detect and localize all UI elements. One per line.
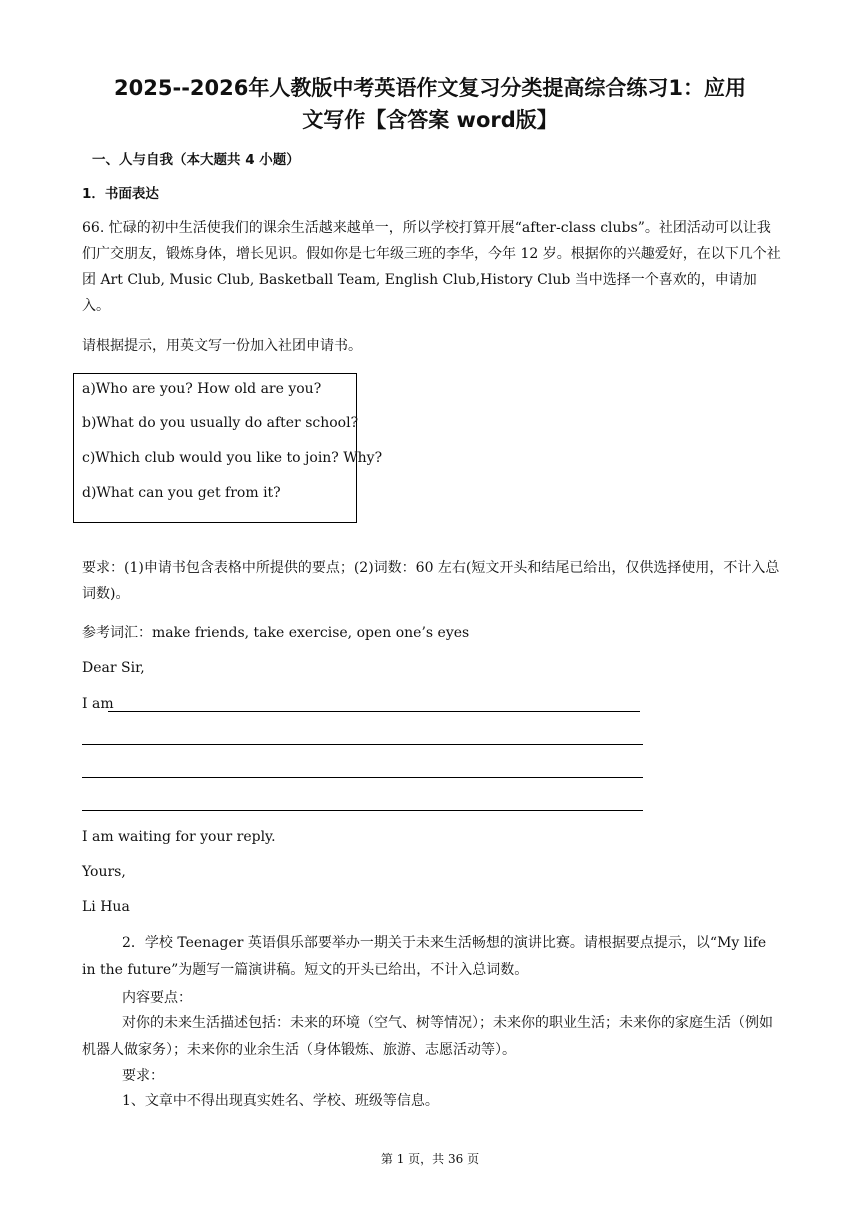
writing-line [108, 711, 640, 712]
hint-item-d: d)What can you get from it? [82, 485, 281, 501]
page-footer: 第 1 页，共 36 页 [380, 1152, 480, 1166]
question-2-requirements-label: 要求： [122, 1068, 164, 1084]
hint-box [73, 373, 383, 523]
question-1-number: 1．书面表达 [82, 186, 159, 202]
writing-line [82, 810, 643, 811]
letter-closing: I am waiting for your reply. [82, 829, 276, 845]
title-line-2: 文写作【含答案 word版】 [302, 108, 558, 132]
letter-start: I am [82, 696, 114, 712]
writing-line [82, 744, 643, 745]
letter-signature: Li Hua [82, 899, 130, 915]
hint-item-a: a)Who are you? How old are you? [82, 381, 322, 397]
question-2-points-label: 内容要点： [122, 990, 192, 1006]
document-title [60, 72, 800, 136]
question-2-requirement-1: 1、文章中不得出现真实姓名、学校、班级等信息。 [122, 1093, 439, 1109]
section-heading: 一、人与自我（本大题共 4 小题） [92, 152, 300, 168]
writing-line [82, 777, 643, 778]
question-1-paragraph: 66. 忙碌的初中生活使我们的课余生活越来越单一，所以学校打算开展“after-class clubs”。社团活动可以让我们广交朋友，锻炼身体，增长见识。假如你是七年级三班的李华，今年 12 岁。根据你的兴趣爱好，在以下几个社团 Art Club, Music Club, Basketball Team, English Club,History Club 当中选择一个喜欢的，申请加入。 [82, 220, 781, 314]
question-1-prompt: 请根据提示，用英文写一份加入社团申请书。 [82, 338, 362, 354]
question-1-vocab: 参考词汇：make friends, take exercise, open one’s eyes [82, 625, 470, 641]
question-2-intro: 2．学校 Teenager 英语俱乐部要举办一期关于未来生活畅想的演讲比赛。请根据要点提示，以“My life in the future”为题写一篇演讲稿。短文的开头已给出，不计入总词数。 [82, 935, 767, 978]
letter-salutation: Dear Sir, [82, 660, 145, 676]
question-1-requirements: 要求：(1)申请书包含表格中所提供的要点；(2)词数：60 左右(短文开头和结尾已给出，仅供选择使用，不计入总词数)。 [82, 560, 780, 602]
letter-yours: Yours, [82, 864, 126, 880]
question-2-points: 对你的未来生活描述包括：未来的环境（空气、树等情况）；未来你的职业生活；未来你的家庭生活（例如机器人做家务）；未来你的业余生活（身体锻炼、旅游、志愿活动等）。 [82, 1015, 773, 1058]
hint-item-b: b)What do you usually do after school? [82, 415, 359, 431]
title-line-1: 2025--2026年人教版中考英语作文复习分类提高综合练习1：应用 [114, 76, 746, 100]
hint-item-c: c)Which club would you like to join? Why? [82, 450, 383, 466]
